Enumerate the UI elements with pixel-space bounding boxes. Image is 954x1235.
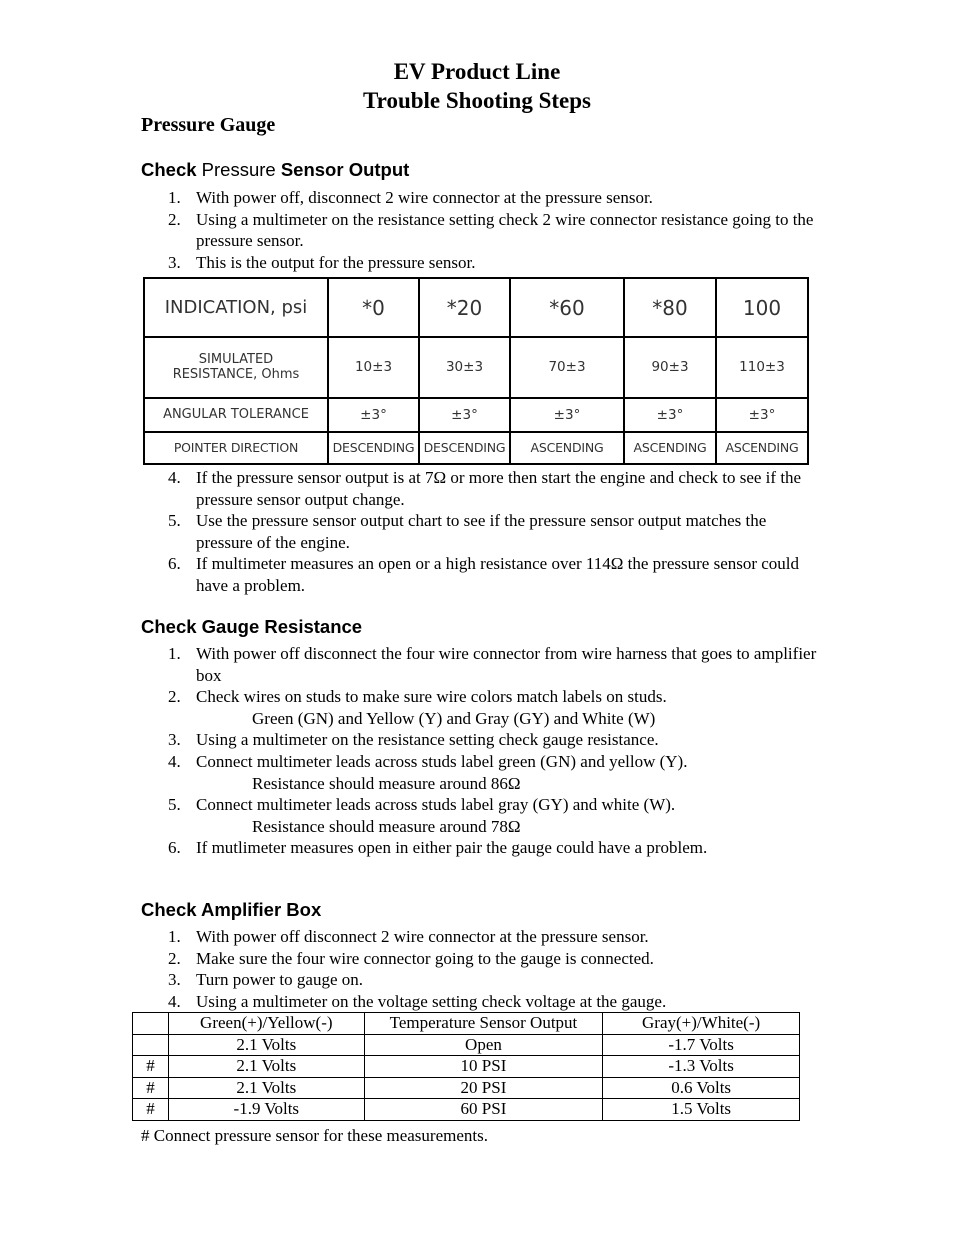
step-text: Turn power to gauge on. [196, 970, 363, 990]
table-cell: 100 [716, 278, 808, 337]
table-row [144, 432, 808, 464]
table-cell: 10±3 [328, 337, 419, 398]
list-item [141, 948, 821, 970]
cell-label-line: RESISTANCE, Ohms [172, 367, 300, 383]
heading-check-gauge-resistance: Check Gauge Resistance [141, 616, 363, 637]
table-cell: *80 [624, 278, 716, 337]
step-text: If mutlimeter measures open in either pair the gauge could have a problem. [196, 838, 708, 858]
table-cell: *20 [419, 278, 510, 337]
table-cell: ±3° [328, 398, 419, 432]
step-subtext: Resistance should measure around 78Ω [252, 816, 521, 836]
step-number: 1. [168, 644, 181, 663]
table-cell: ASCENDING [716, 432, 808, 464]
heading-part-c: Sensor Output [275, 159, 410, 180]
table-cell: 0.6 Volts [603, 1077, 800, 1099]
table-cell: *60 [510, 278, 624, 337]
step-text: Check wires on studs to make sure wire colors match labels on studs. [196, 687, 667, 707]
table-header-cell: Green(+)/Yellow(-) [168, 1013, 364, 1035]
table-cell: ANGULAR TOLERANCE [144, 398, 328, 432]
table-row [144, 398, 808, 432]
cell-label-line: SIMULATED [198, 352, 274, 368]
step-number: 4. [168, 751, 181, 771]
list-item [141, 991, 821, 1013]
table-cell: 110±3 [716, 337, 808, 398]
step-number: 1. [168, 188, 181, 207]
table-cell: ASCENDING [510, 432, 624, 464]
heading-check-amplifier-box: Check Amplifier Box [141, 899, 322, 920]
list-item [141, 837, 821, 859]
step-text: If the pressure sensor output is at 7Ω or more then start the engine and check to see if the pressure sensor output change. [196, 468, 802, 509]
table-cell: -1.7 Volts [603, 1034, 800, 1056]
list-item [141, 729, 821, 751]
step-text: Using a multimeter on the resistance setting check gauge resistance. [196, 730, 659, 750]
list-item [141, 252, 821, 274]
table-header-cell: Gray(+)/White(-) [603, 1013, 800, 1035]
voltage-table [132, 1012, 800, 1121]
list-item [141, 510, 821, 553]
step-text: This is the output for the pressure sensor. [196, 252, 476, 272]
heading-part-a: Check [141, 159, 202, 180]
list-item [141, 467, 821, 510]
title-line-2: Trouble Shooting Steps [363, 88, 591, 113]
table-cell: # [133, 1099, 169, 1121]
list-item [141, 926, 821, 948]
table-row [133, 1077, 800, 1099]
step-number: 2. [168, 687, 181, 707]
list-item [141, 643, 821, 686]
table-row [133, 1034, 800, 1056]
section-pressure-gauge: Pressure Gauge [141, 114, 276, 136]
table-cell: ±3° [419, 398, 510, 432]
step-number: 4. [168, 468, 181, 487]
step-number: 1. [168, 927, 181, 946]
step-number: 2. [168, 209, 181, 229]
step-text: With power off, disconnect 2 wire connector at the pressure sensor. [196, 188, 653, 207]
step-text: Using a multimeter on the voltage setting check voltage at the gauge. [196, 991, 667, 1011]
step-text: Connect multimeter leads across studs label gray (GY) and white (W). [196, 795, 676, 815]
table-header-row [133, 1013, 800, 1035]
table-cell: 2.1 Volts [168, 1056, 364, 1078]
table-row [144, 337, 808, 398]
table-cell [133, 1034, 169, 1056]
table-header-cell [133, 1013, 169, 1035]
heading-check-pressure-sensor-output [141, 159, 409, 181]
step-number: 4. [168, 991, 181, 1011]
list-item [141, 553, 821, 596]
sensor-output-steps-b [141, 467, 821, 597]
table-cell: Open [364, 1034, 603, 1056]
list-item [141, 969, 821, 991]
pressure-sensor-output-table [143, 277, 809, 465]
step-number: 2. [168, 948, 181, 968]
table-cell: DESCENDING [328, 432, 419, 464]
step-number: 3. [168, 252, 181, 272]
step-text: With power off disconnect the four wire connector from wire harness that goes to amplifier box [196, 644, 817, 685]
step-text: With power off disconnect 2 wire connector at the pressure sensor. [196, 927, 649, 946]
step-number: 6. [168, 838, 181, 858]
table-cell [144, 337, 328, 398]
list-item [141, 187, 821, 209]
step-text: Connect multimeter leads across studs label green (GN) and yellow (Y). [196, 751, 688, 771]
heading-part-b: Pressure [201, 159, 276, 180]
table-cell: 90±3 [624, 337, 716, 398]
table-cell: POINTER DIRECTION [144, 432, 328, 464]
table-cell: 10 PSI [364, 1056, 603, 1078]
step-number: 5. [168, 795, 181, 815]
step-text: Make sure the four wire connector going to the gauge is connected. [196, 948, 654, 968]
table-cell: # [133, 1056, 169, 1078]
step-number: 6. [168, 554, 181, 574]
step-number: 5. [168, 511, 181, 531]
title-line-1: EV Product Line [393, 59, 561, 84]
amplifier-box-steps [141, 926, 821, 1012]
table-cell: 1.5 Volts [603, 1099, 800, 1121]
table-header-cell: Temperature Sensor Output [364, 1013, 603, 1035]
step-subtext: Resistance should measure around 86Ω [252, 773, 521, 793]
list-item [141, 751, 821, 794]
table-cell: 30±3 [419, 337, 510, 398]
table-row [144, 278, 808, 337]
table-cell: 2.1 Volts [168, 1077, 364, 1099]
table-cell: # [133, 1077, 169, 1099]
step-text: Use the pressure sensor output chart to see if the pressure sensor output matches the pressure of the engine. [196, 511, 767, 552]
table-cell: ±3° [510, 398, 624, 432]
gauge-resistance-steps [141, 643, 821, 859]
table-cell: DESCENDING [419, 432, 510, 464]
table-cell: -1.9 Volts [168, 1099, 364, 1121]
table-cell: 70±3 [510, 337, 624, 398]
sensor-output-steps-a [141, 187, 821, 273]
list-item [141, 209, 821, 252]
table-cell: ASCENDING [624, 432, 716, 464]
step-subtext: Green (GN) and Yellow (Y) and Gray (GY) and White (W) [252, 708, 656, 728]
step-text: Using a multimeter on the resistance setting check 2 wire connector resistance going to the pressure sensor. [196, 209, 814, 251]
list-item [141, 794, 821, 837]
footnote: # Connect pressure sensor for these measurements. [141, 1126, 488, 1145]
table-cell: *0 [328, 278, 419, 337]
table-row [133, 1099, 800, 1121]
step-number: 3. [168, 730, 181, 750]
table-cell: 2.1 Volts [168, 1034, 364, 1056]
list-item [141, 686, 821, 729]
step-number: 3. [168, 970, 181, 990]
step-text: If multimeter measures an open or a high resistance over 114Ω the pressure sensor could have a problem. [196, 554, 800, 595]
table-cell: -1.3 Volts [603, 1056, 800, 1078]
table-cell: INDICATION, psi [144, 278, 328, 337]
table-cell: ±3° [624, 398, 716, 432]
table-row [133, 1056, 800, 1078]
table-cell: 60 PSI [364, 1099, 603, 1121]
table-cell: 20 PSI [364, 1077, 603, 1099]
table-cell: ±3° [716, 398, 808, 432]
